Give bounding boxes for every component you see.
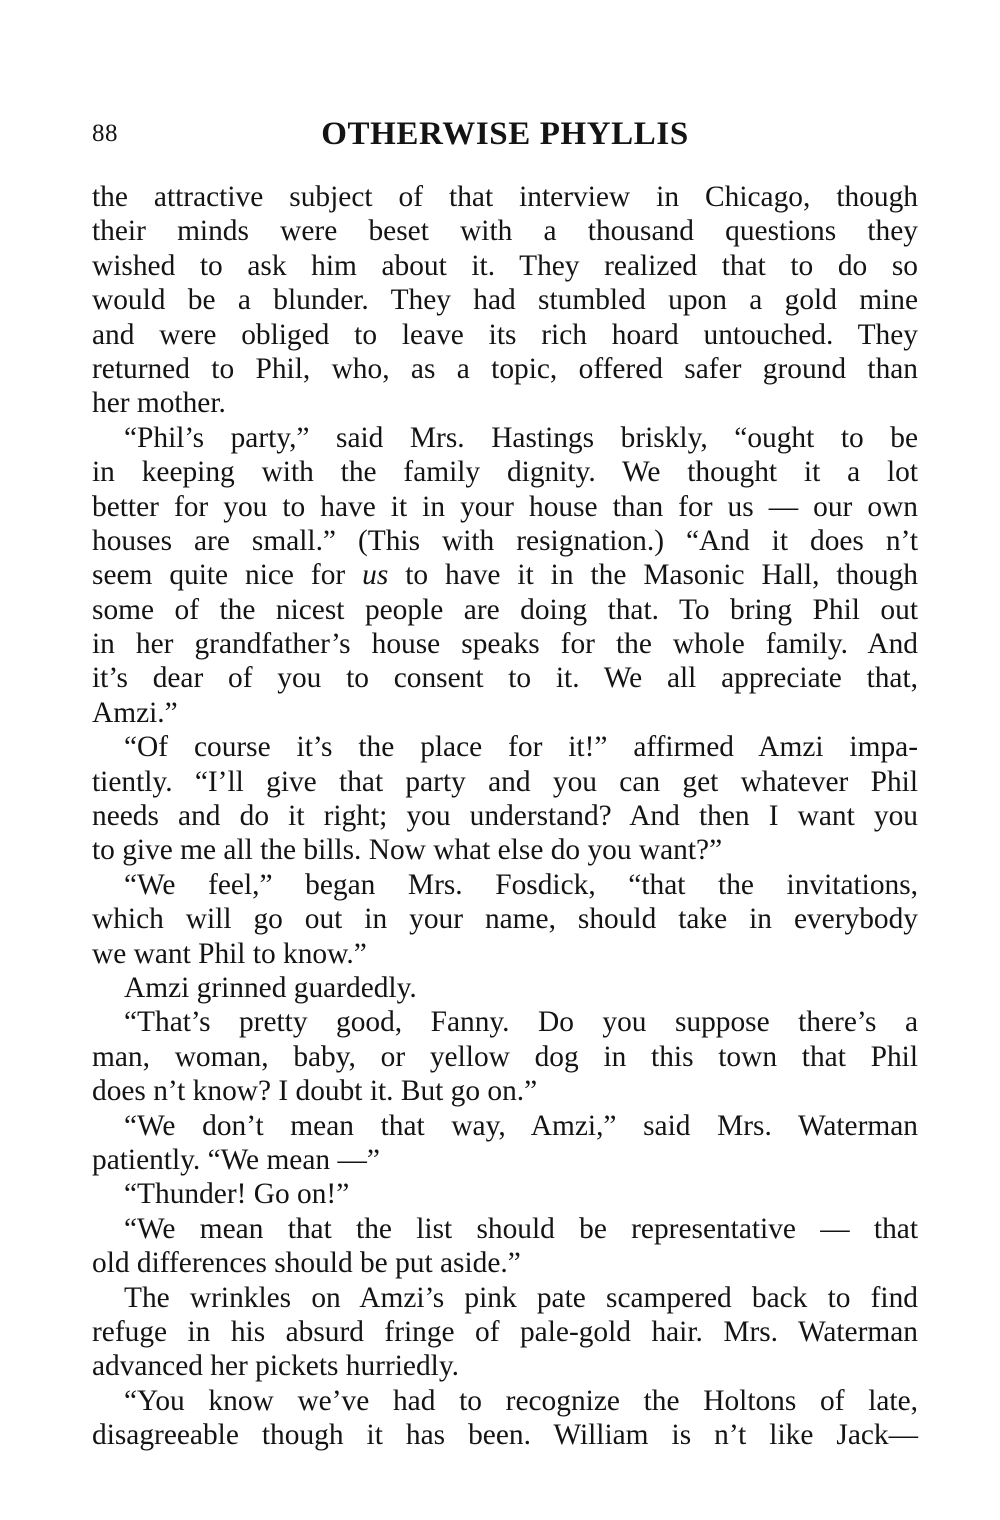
text-line: Amzi grinned guardedly. xyxy=(124,971,417,1004)
emphasis: us xyxy=(362,559,389,592)
text-line: patiently. “We mean —” xyxy=(92,1143,380,1176)
text-line: refuge in his absurd fringe of pale-gold hair. Mrs. Waterman xyxy=(92,1315,918,1348)
text-line: “You know we’ve had to recognize the Holtons of late, xyxy=(124,1384,918,1417)
text-line: advanced her pickets hurriedly. xyxy=(92,1350,459,1383)
text-line: “Thunder! Go on!” xyxy=(124,1178,350,1211)
text-line: in keeping with the family dignity. We thought it a lot xyxy=(92,456,918,489)
body-text xyxy=(92,180,918,1452)
text-line: needs and do it right; you understand? And then I want you xyxy=(92,800,918,833)
text-line: The wrinkles on Amzi’s pink pate scampered back to find xyxy=(124,1281,918,1314)
text-line: to give me all the bills. Now what else do you want?” xyxy=(92,834,723,867)
text-line: houses are small.” (This with resignation.) “And it does n’t xyxy=(92,524,918,557)
text-line: the attractive subject of that interview in Chicago, though xyxy=(92,181,918,213)
text-line: we want Phil to know.” xyxy=(92,937,367,970)
text-line: does n’t know? I doubt it. But go on.” xyxy=(92,1075,538,1108)
text-line: some of the nicest people are doing that. To bring Phil out xyxy=(92,593,918,626)
text-line: disagreeable though it has been. William is n’t like Jack— xyxy=(92,1419,918,1452)
text-line: returned to Phil, who, as a topic, offered safer ground than xyxy=(92,352,918,385)
text-line: in her grandfather’s house speaks for the whole family. And xyxy=(92,628,918,661)
text-line: their minds were beset with a thousand questions they xyxy=(92,215,918,248)
text-line: “Phil’s party,” said Mrs. Hastings briskly, “ought to be xyxy=(124,421,918,454)
text-line: Amzi.” xyxy=(92,696,178,729)
text-line: better for you to have it in your house than for us — our own xyxy=(92,490,918,523)
text-line: “We mean that the list should be representative — that xyxy=(124,1212,918,1245)
text-line: and were obliged to leave its rich hoard untouched. They xyxy=(92,318,918,351)
text-line: old differences should be put aside.” xyxy=(92,1247,521,1280)
text-line: “We don’t mean that way, Amzi,” said Mrs. Waterman xyxy=(124,1109,918,1142)
text-line: seem quite nice for us to have it in the Masonic Hall, though xyxy=(92,559,918,592)
text-line: “That’s pretty good, Fanny. Do you suppose there’s a xyxy=(124,1006,918,1039)
text-line: it’s dear of you to consent to it. We all appreciate that, xyxy=(92,662,918,695)
page-header xyxy=(92,116,918,160)
text-line: her mother. xyxy=(92,387,226,420)
text-line: “Of course it’s the place for it!” affirmed Amzi impa- xyxy=(124,731,918,764)
page-number: 88 xyxy=(92,120,118,147)
running-title: OTHERWISE PHYLLIS xyxy=(321,116,689,152)
text-line: tiently. “I’ll give that party and you can get whatever Phil xyxy=(92,765,918,798)
text-line: would be a blunder. They had stumbled upon a gold mine xyxy=(92,284,918,317)
text-line: “We feel,” began Mrs. Fosdick, “that the invitations, xyxy=(124,868,918,901)
text-line: wished to ask him about it. They realized that to do so xyxy=(92,249,918,282)
text-line: man, woman, baby, or yellow dog in this town that Phil xyxy=(92,1040,918,1073)
text-line: which will go out in your name, should take in everybody xyxy=(92,903,918,936)
